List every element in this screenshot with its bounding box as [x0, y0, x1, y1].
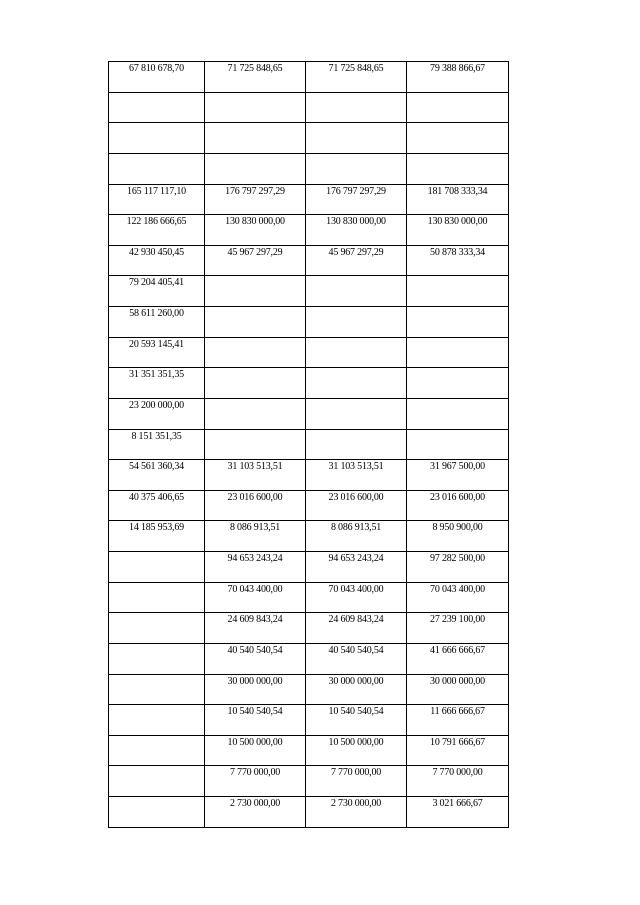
- table-body: [109, 62, 509, 828]
- table-cell: [109, 582, 205, 613]
- table-cell: [109, 521, 205, 552]
- table-cell: [205, 429, 306, 460]
- table-cell: [205, 153, 306, 184]
- table-cell: [306, 153, 407, 184]
- cell-value: 10 540 540,54: [328, 706, 384, 718]
- cell-value: 45 967 297,29: [227, 246, 283, 258]
- table-cell: [407, 215, 509, 246]
- cell-value: 30 000 000,00: [328, 675, 384, 687]
- table-cell: [109, 245, 205, 276]
- table-cell: [407, 276, 509, 307]
- table-row: [109, 368, 509, 399]
- cell-value: 10 791 666,67: [430, 736, 485, 748]
- cell-value: [109, 736, 204, 737]
- table-cell: [205, 62, 306, 93]
- cell-value: 130 830 000,00: [427, 216, 488, 228]
- table-cell: [205, 735, 306, 766]
- cell-value: 31 351 351,35: [129, 369, 184, 381]
- table-row: [109, 674, 509, 705]
- table-cell: [109, 643, 205, 674]
- table-row: [109, 705, 509, 736]
- table-cell: [109, 674, 205, 705]
- cell-value: [109, 613, 204, 614]
- cell-value: 10 500 000,00: [328, 736, 384, 748]
- table-row: [109, 184, 509, 215]
- table-cell: [205, 123, 306, 154]
- table-cell: [205, 184, 306, 215]
- cell-value: 8 086 913,51: [330, 522, 382, 534]
- cell-value: [205, 399, 305, 400]
- cell-value: 8 151 351,35: [131, 430, 182, 442]
- cell-value: 97 282 500,00: [430, 553, 485, 564]
- cell-value: [109, 583, 204, 584]
- cell-value: [407, 123, 508, 124]
- cell-value: [205, 93, 305, 94]
- table-cell: [407, 184, 509, 215]
- table-cell: [306, 368, 407, 399]
- table-cell: [407, 460, 509, 491]
- cell-value: [205, 368, 305, 369]
- table-cell: [407, 552, 509, 583]
- table-cell: [205, 674, 306, 705]
- table-row: [109, 398, 509, 429]
- table-cell: [407, 735, 509, 766]
- table-row: [109, 613, 509, 644]
- cell-value: 176 797 297,29: [225, 185, 285, 197]
- table-cell: [109, 92, 205, 123]
- table-cell: [205, 215, 306, 246]
- table-row: [109, 490, 509, 521]
- cell-value: [205, 154, 305, 155]
- cell-value: 23 200 000,00: [129, 399, 184, 411]
- cell-value: 7 770 000,00: [330, 767, 382, 779]
- table-row: [109, 245, 509, 276]
- table-row: [109, 521, 509, 552]
- table-cell: [407, 368, 509, 399]
- table-cell: [306, 398, 407, 429]
- table-cell: [407, 797, 509, 828]
- table-row: [109, 460, 509, 491]
- table-row: [109, 62, 509, 93]
- cell-value: [109, 154, 204, 155]
- table-row: [109, 337, 509, 368]
- table-row: [109, 797, 509, 828]
- cell-value: 24 609 843,24: [328, 614, 384, 626]
- table-cell: [205, 490, 306, 521]
- cell-value: 58 611 260,00: [129, 308, 184, 319]
- table-cell: [306, 245, 407, 276]
- table-cell: [306, 62, 407, 93]
- cell-value: [109, 123, 204, 124]
- table-cell: [205, 797, 306, 828]
- cell-value: 70 043 400,00: [227, 583, 283, 595]
- table-cell: [109, 184, 205, 215]
- table-row: [109, 429, 509, 460]
- table-cell: [407, 705, 509, 736]
- cell-value: [109, 797, 204, 798]
- cell-value: [306, 368, 406, 369]
- table-cell: [407, 429, 509, 460]
- cell-value: [407, 93, 508, 94]
- table-cell: [407, 337, 509, 368]
- table-cell: [205, 766, 306, 797]
- table-cell: [306, 123, 407, 154]
- table-cell: [109, 123, 205, 154]
- cell-value: 42 930 450,45: [129, 246, 184, 258]
- table-cell: [306, 735, 407, 766]
- table-cell: [306, 307, 407, 338]
- cell-value: 23 016 600,00: [430, 491, 485, 503]
- cell-value: [205, 307, 305, 308]
- table-row: [109, 735, 509, 766]
- cell-value: 79 204 405,41: [129, 277, 184, 289]
- cell-value: [306, 276, 406, 277]
- cell-value: 8 086 913,51: [229, 522, 281, 534]
- cell-value: 176 797 297,29: [326, 185, 386, 197]
- table-cell: [407, 398, 509, 429]
- table-cell: [407, 674, 509, 705]
- cell-value: 70 043 400,00: [328, 583, 384, 595]
- table-cell: [407, 643, 509, 674]
- table-cell: [306, 276, 407, 307]
- table-cell: [205, 582, 306, 613]
- table-cell: [205, 552, 306, 583]
- table-cell: [109, 766, 205, 797]
- table-cell: [109, 307, 205, 338]
- cell-value: 24 609 843,24: [227, 614, 283, 626]
- table-cell: [407, 613, 509, 644]
- table-cell: [205, 460, 306, 491]
- cell-value: [205, 123, 305, 124]
- table-cell: [109, 797, 205, 828]
- table-cell: [109, 368, 205, 399]
- table-cell: [109, 460, 205, 491]
- cell-value: 45 967 297,29: [328, 246, 384, 258]
- cell-value: [109, 766, 204, 767]
- table-cell: [306, 429, 407, 460]
- cell-value: 27 239 100,00: [430, 614, 485, 626]
- cell-value: 70 043 400,00: [430, 583, 485, 595]
- cell-value: 130 830 000,00: [326, 216, 386, 228]
- cell-value: [109, 675, 204, 676]
- cell-value: 165 117 117,10: [127, 185, 186, 197]
- cell-value: [109, 552, 204, 553]
- table-cell: [205, 92, 306, 123]
- table-cell: [306, 521, 407, 552]
- cell-value: 14 185 953,69: [129, 522, 184, 534]
- table-row: [109, 307, 509, 338]
- cell-value: [205, 430, 305, 431]
- cell-value: 31 103 513,51: [328, 461, 384, 473]
- cell-value: [205, 338, 305, 339]
- table-cell: [407, 490, 509, 521]
- cell-value: [407, 276, 508, 277]
- cell-value: [205, 276, 305, 277]
- cell-value: 30 000 000,00: [227, 675, 283, 687]
- budget-figures-table: [108, 61, 509, 828]
- table-cell: [306, 92, 407, 123]
- table-cell: [109, 153, 205, 184]
- cell-value: 79 388 866,67: [430, 63, 485, 74]
- cell-value: [407, 430, 508, 431]
- table-row: [109, 123, 509, 154]
- table-cell: [407, 123, 509, 154]
- cell-value: 10 500 000,00: [227, 736, 283, 748]
- table-cell: [306, 215, 407, 246]
- table-cell: [306, 184, 407, 215]
- table-cell: [407, 307, 509, 338]
- table-cell: [109, 552, 205, 583]
- table-cell: [306, 643, 407, 674]
- table-row: [109, 153, 509, 184]
- cell-value: 40 540 540,54: [328, 644, 384, 656]
- table-cell: [306, 552, 407, 583]
- table-cell: [109, 490, 205, 521]
- table-cell: [306, 674, 407, 705]
- cell-value: [109, 644, 204, 645]
- cell-value: [407, 307, 508, 308]
- table-cell: [306, 460, 407, 491]
- table-cell: [407, 521, 509, 552]
- table-cell: [109, 62, 205, 93]
- cell-value: 71 725 848,65: [328, 63, 384, 74]
- table-row: [109, 582, 509, 613]
- cell-value: 3 021 666,67: [432, 798, 483, 809]
- cell-value: 30 000 000,00: [430, 675, 485, 687]
- cell-value: 40 540 540,54: [227, 644, 283, 656]
- cell-value: [109, 93, 204, 94]
- table-cell: [205, 245, 306, 276]
- cell-value: 23 016 600,00: [328, 491, 384, 503]
- table-cell: [306, 797, 407, 828]
- table-cell: [306, 490, 407, 521]
- table-cell: [205, 705, 306, 736]
- table-row: [109, 276, 509, 307]
- table-cell: [109, 276, 205, 307]
- cell-value: 2 730 000,00: [330, 798, 382, 809]
- cell-value: [306, 93, 406, 94]
- cell-value: 8 950 900,00: [432, 522, 483, 534]
- table-cell: [407, 766, 509, 797]
- cell-value: [407, 399, 508, 400]
- cell-value: [306, 154, 406, 155]
- cell-value: [407, 338, 508, 339]
- table-row: [109, 766, 509, 797]
- table-cell: [407, 62, 509, 93]
- cell-value: [109, 705, 204, 706]
- cell-value: [306, 123, 406, 124]
- table-cell: [205, 276, 306, 307]
- cell-value: 23 016 600,00: [227, 491, 283, 503]
- cell-value: 20 593 145,41: [129, 338, 184, 350]
- table-cell: [306, 705, 407, 736]
- table-cell: [306, 582, 407, 613]
- table-cell: [205, 613, 306, 644]
- table-cell: [306, 613, 407, 644]
- cell-value: 31 967 500,00: [430, 461, 485, 473]
- cell-value: 54 561 360,34: [129, 461, 184, 473]
- table-cell: [407, 153, 509, 184]
- table-cell: [109, 398, 205, 429]
- cell-value: [407, 154, 508, 155]
- cell-value: 2 730 000,00: [229, 798, 281, 809]
- cell-value: [306, 399, 406, 400]
- table-row: [109, 215, 509, 246]
- cell-value: 67 810 678,70: [129, 63, 184, 74]
- table-cell: [205, 398, 306, 429]
- cell-value: 40 375 406,65: [129, 491, 184, 503]
- cell-value: 130 830 000,00: [225, 216, 285, 228]
- table-cell: [109, 215, 205, 246]
- table-cell: [306, 766, 407, 797]
- cell-value: 50 878 333,34: [430, 246, 485, 258]
- cell-value: 94 653 243,24: [227, 553, 283, 564]
- cell-value: [306, 338, 406, 339]
- cell-value: 71 725 848,65: [227, 63, 283, 74]
- table-cell: [109, 705, 205, 736]
- table-cell: [109, 337, 205, 368]
- table-row: [109, 552, 509, 583]
- cell-value: [306, 307, 406, 308]
- table-cell: [109, 735, 205, 766]
- cell-value: 181 708 333,34: [427, 185, 488, 197]
- table-cell: [205, 337, 306, 368]
- table-cell: [205, 307, 306, 338]
- cell-value: 7 770 000,00: [432, 767, 483, 779]
- cell-value: [306, 430, 406, 431]
- table-cell: [109, 429, 205, 460]
- table-cell: [205, 521, 306, 552]
- cell-value: 94 653 243,24: [328, 553, 384, 564]
- table-cell: [407, 92, 509, 123]
- table-cell: [205, 643, 306, 674]
- table-cell: [205, 368, 306, 399]
- table-row: [109, 643, 509, 674]
- cell-value: [407, 368, 508, 369]
- cell-value: 122 186 666,65: [126, 216, 187, 228]
- table-cell: [407, 245, 509, 276]
- cell-value: 7 770 000,00: [229, 767, 281, 779]
- cell-value: 11 666 666,67: [430, 706, 485, 718]
- cell-value: 10 540 540,54: [227, 706, 283, 718]
- table-cell: [306, 337, 407, 368]
- table-cell: [407, 582, 509, 613]
- cell-value: 41 666 666,67: [430, 644, 485, 656]
- cell-value: 31 103 513,51: [227, 461, 283, 473]
- table-row: [109, 92, 509, 123]
- table-cell: [109, 613, 205, 644]
